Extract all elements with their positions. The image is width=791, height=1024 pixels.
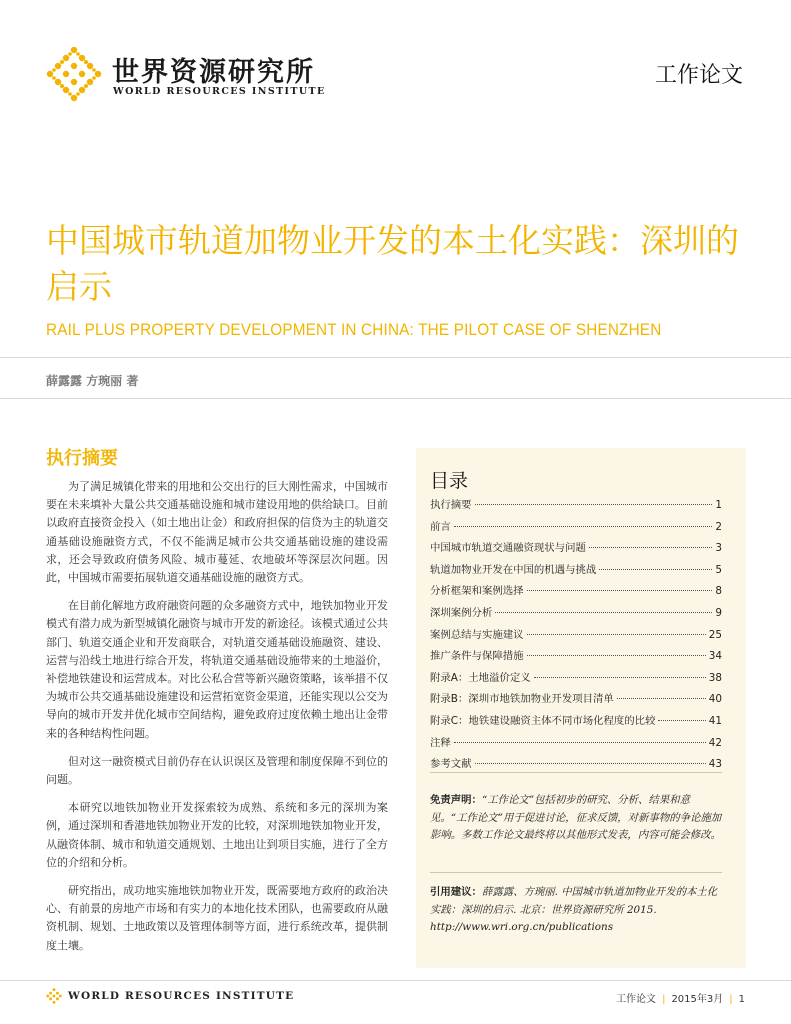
logo-chinese-name: 世界资源研究所	[112, 57, 315, 88]
toc-item[interactable]: 轨道加物业开发在中国的机遇与挑战 5	[430, 563, 722, 576]
toc-list	[430, 496, 722, 777]
citation-text: 薛露露、方琬丽. 中国城市轨道加物业开发的本土化实践：深圳的启示. 北京：世界资源研究所 2015.	[430, 886, 718, 916]
toc-item[interactable]: 案例总结与实施建议 25	[430, 628, 722, 641]
wri-logo-icon	[46, 46, 102, 102]
disclaimer-text: “工作论文”包括初步的研究、分析、结果和意见。“工作论文”用于促进讨论，征求反馈，对新事物的争论施加影响。多数工作论文最终将以其他形式发表，内容可能会修改。	[430, 794, 722, 841]
footer-separator: |	[729, 994, 733, 1005]
citation	[430, 884, 726, 937]
toc-item[interactable]: 深圳案例分析 9	[430, 606, 722, 619]
summary-paragraph: 为了满足城镇化带来的用地和公交出行的巨大刚性需求，中国城市要在未来填补大量公共交通基础设施和城市建设用地的供给缺口。目前以政府直接资金投入（如土地出让金）和政府担保的信贷为主的轨道交通基础设施融资方式，不仅不能满足城市公共交通基础设施的建设需求，还会导致政府债务风险、城市蔓延、农地破坏等深层次问题。因此，中国城市需要拓展轨道交通基础设施的融资方式。	[46, 480, 388, 585]
toc-item[interactable]: 推广条件与保障措施 34	[430, 650, 722, 663]
citation-label: 引用建议：	[430, 886, 482, 898]
disclaimer	[430, 792, 726, 845]
toc-item[interactable]: 附录B：深圳市地铁加物业开发项目清单 40	[430, 693, 722, 706]
paper-title: 中国城市轨道加物业开发的本土化实践：深圳的启示	[46, 221, 739, 306]
page-number: 1	[738, 994, 745, 1005]
toc-item[interactable]: 分析框架和案例选择 8	[430, 585, 722, 598]
toc-item[interactable]: 前言 2	[430, 520, 722, 533]
document-type-label: 工作论文	[654, 63, 743, 88]
footer-org-name: WORLD RESOURCES INSTITUTE	[68, 990, 295, 1002]
divider	[0, 357, 791, 358]
summary-heading: 执行摘要	[46, 448, 118, 469]
citation-url[interactable]: http://www.wri.org.cn/publications	[430, 921, 614, 933]
footer-separator: |	[662, 994, 666, 1005]
toc-heading: 目录	[430, 470, 469, 492]
summary-paragraph: 研究指出，成功地实施地铁加物业开发，既需要地方政府的政治决心、有前景的房地产市场和有实力的本地化技术团队，也需要政府从融资机制、规划、土地政策以及管理体制等方面，进行系统改革，提供制度土壤。	[46, 884, 388, 952]
toc-item[interactable]: 中国城市轨道交通融资现状与问题 3	[430, 542, 722, 555]
summary-paragraph: 但对这一融资模式目前仍存在认识误区及管理和制度保障不到位的问题。	[46, 754, 388, 787]
footer-meta	[616, 990, 745, 1005]
divider	[0, 980, 791, 981]
divider	[430, 872, 722, 873]
divider	[0, 398, 791, 399]
toc-item[interactable]: 附录C：地铁建设融资主体不同市场化程度的比较 41	[430, 714, 722, 727]
footer-doc-type: 工作论文	[616, 994, 657, 1005]
logo-english-name: WORLD RESOURCES INSTITUTE	[113, 86, 326, 97]
footer-date: 2015年3月	[671, 994, 724, 1005]
toc-item[interactable]: 注释 42	[430, 736, 722, 749]
wri-logo-icon	[46, 988, 62, 1004]
toc-item[interactable]: 执行摘要 1	[430, 499, 722, 511]
toc-item[interactable]: 附录A：土地溢价定义 38	[430, 671, 722, 684]
toc-item[interactable]: 参考文献 43	[430, 758, 722, 771]
paper-title-english: RAIL PLUS PROPERTY DEVELOPMENT IN CHINA: THE PILOT CASE OF SHENZHEN	[46, 320, 662, 339]
authors: 薛露露 方琬丽 著	[46, 374, 139, 388]
summary-paragraph: 在目前化解地方政府融资问题的众多融资方式中，地铁加物业开发模式有潜力成为新型城镇化融资与城市开发的新途径。该模式通过公共部门、轨道交通企业和开发商联合，对轨道交通基础设施融资、建设、运营与沿线土地进行综合开发，将轨道交通基础设施带来的土地溢价，补偿地铁建设和运营成本。对比公私合营等新兴融资策略，该举措不仅为城市公共交通基础设施建设和运营拓宽资金渠道，还能实现以公交为导向的城市开发并优化城市空间结构，避免政府过度依赖土地出让金带来的各种结构性问题。	[46, 599, 388, 740]
summary-body	[46, 478, 388, 965]
disclaimer-label: 免责声明：	[430, 794, 482, 806]
summary-paragraph: 本研究以地铁加物业开发探索较为成熟、系统和多元的深圳为案例，通过深圳和香港地铁加物业开发的比较，对深圳地铁加物业开发，从融资体制、城市和轨道交通规划、土地出让到项目实施，进行了全方位的介绍和分析。	[46, 801, 388, 869]
divider	[430, 772, 722, 773]
